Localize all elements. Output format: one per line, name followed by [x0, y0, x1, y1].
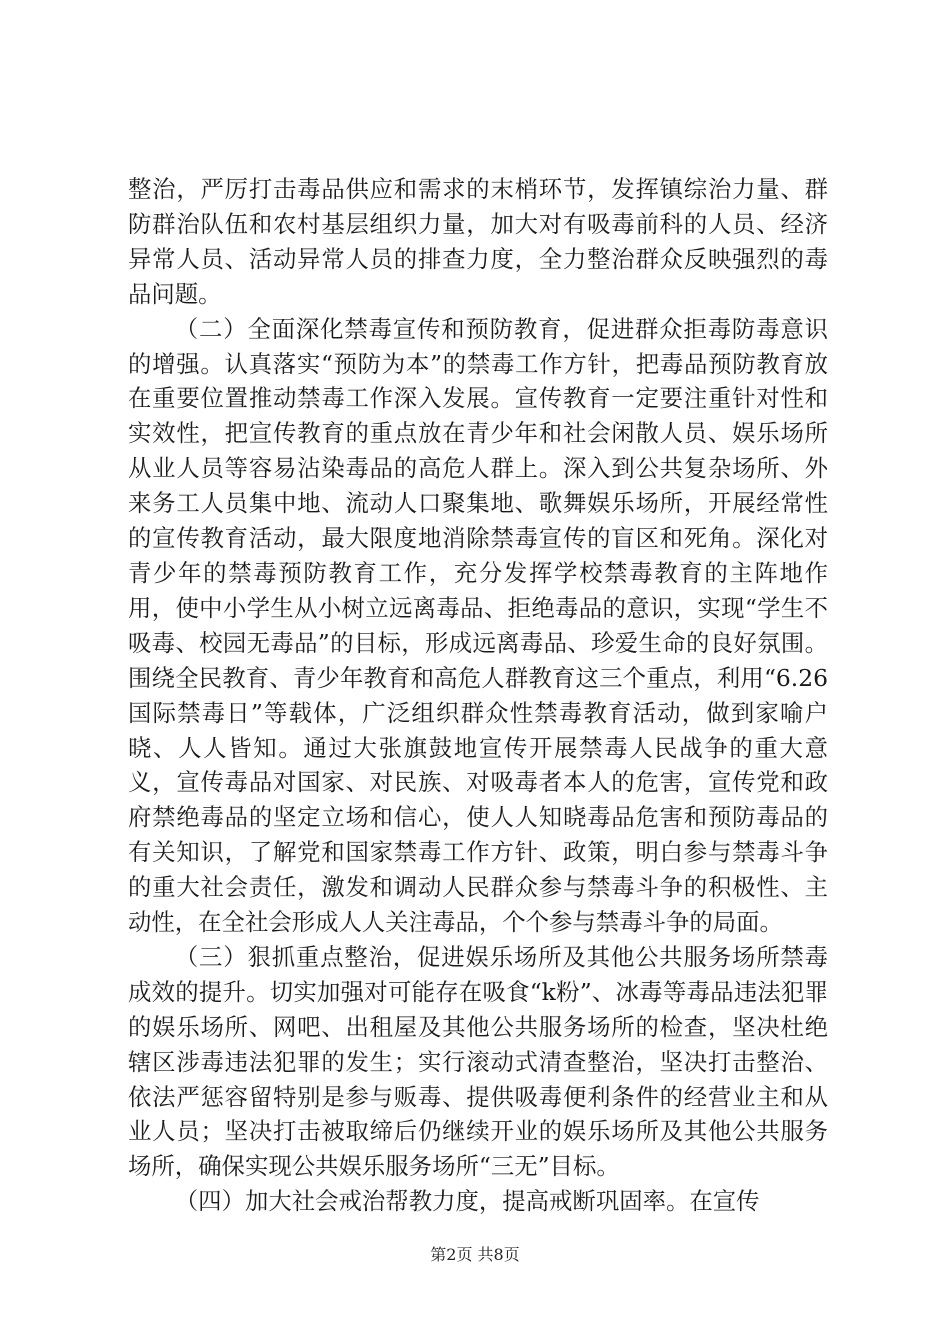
page-number-footer: 第2页 共8页: [430, 1245, 520, 1264]
paragraph-continuation: 整治，严厉打击毒品供应和需求的末梢环节，发挥镇综治力量、群防群治队伍和农村基层组织力量，加大对有吸毒前科的人员、经济异常人员、活动异常人员的排查力度，全力整治群众反映强烈的毒品问题。: [128, 175, 828, 308]
paragraph-section-3: （三）狠抓重点整治，促进娱乐场所及其他公共服务场所禁毒成效的提升。切实加强对可能存在吸食“k粉”、冰毒等毒品违法犯罪的娱乐场所、网吧、出租屋及其他公共服务场所的检查，坚决杜绝辖区涉毒违法犯罪的发生；实行滚动式清查整治，坚决打击整治、依法严惩容留特别是参与贩毒、提供吸毒便利条件的经营业主和从业人员；坚决打击被取缔后仍继续开业的娱乐场所及其他公共服务场所，确保实现公共娱乐服务场所“三无”目标。: [128, 942, 828, 1181]
document-body: [128, 172, 828, 1219]
paragraph-section-4: （四）加大社会戒治帮教力度，提高戒断巩固率。在宣传: [174, 1187, 760, 1216]
paragraph-section-2: （二）全面深化禁毒宣传和预防教育，促进群众拒毒防毒意识的增强。认真落实“预防为本”的禁毒工作方针，把毒品预防教育放在重要位置推动禁毒工作深入发展。宣传教育一定要注重针对性和实效性，把宣传教育的重点放在青少年和社会闲散人员、娱乐场所从业人员等容易沾染毒品的高危人群上。深入到公共复杂场所、外来务工人员集中地、流动人口聚集地、歌舞娱乐场所，开展经常性的宣传教育活动，最大限度地消除禁毒宣传的盲区和死角。深化对青少年的禁毒预防教育工作，充分发挥学校禁毒教育的主阵地作用，使中小学生从小树立远离毒品、拒绝毒品的意识，实现“学生不吸毒、校园无毒品”的目标，形成远离毒品、珍爱生命的良好氛围。围绕全民教育、青少年教育和高危人群教育这三个重点，利用“6.26国际禁毒日”等载体，广泛组织群众性禁毒教育活动，做到家喻户晓、人人皆知。通过大张旗鼓地宣传开展禁毒人民战争的重大意义，宣传毒品对国家、对民族、对吸毒者本人的危害，宣传党和政府禁绝毒品的坚定立场和信心，使人人知晓毒品危害和预防毒品的有关知识，了解党和国家禁毒工作方针、政策，明白参与禁毒斗争的重大社会责任，激发和调动人民群众参与禁毒斗争的积极性、主动性，在全社会形成人人关注毒品，个个参与禁毒斗争的局面。: [128, 314, 828, 937]
